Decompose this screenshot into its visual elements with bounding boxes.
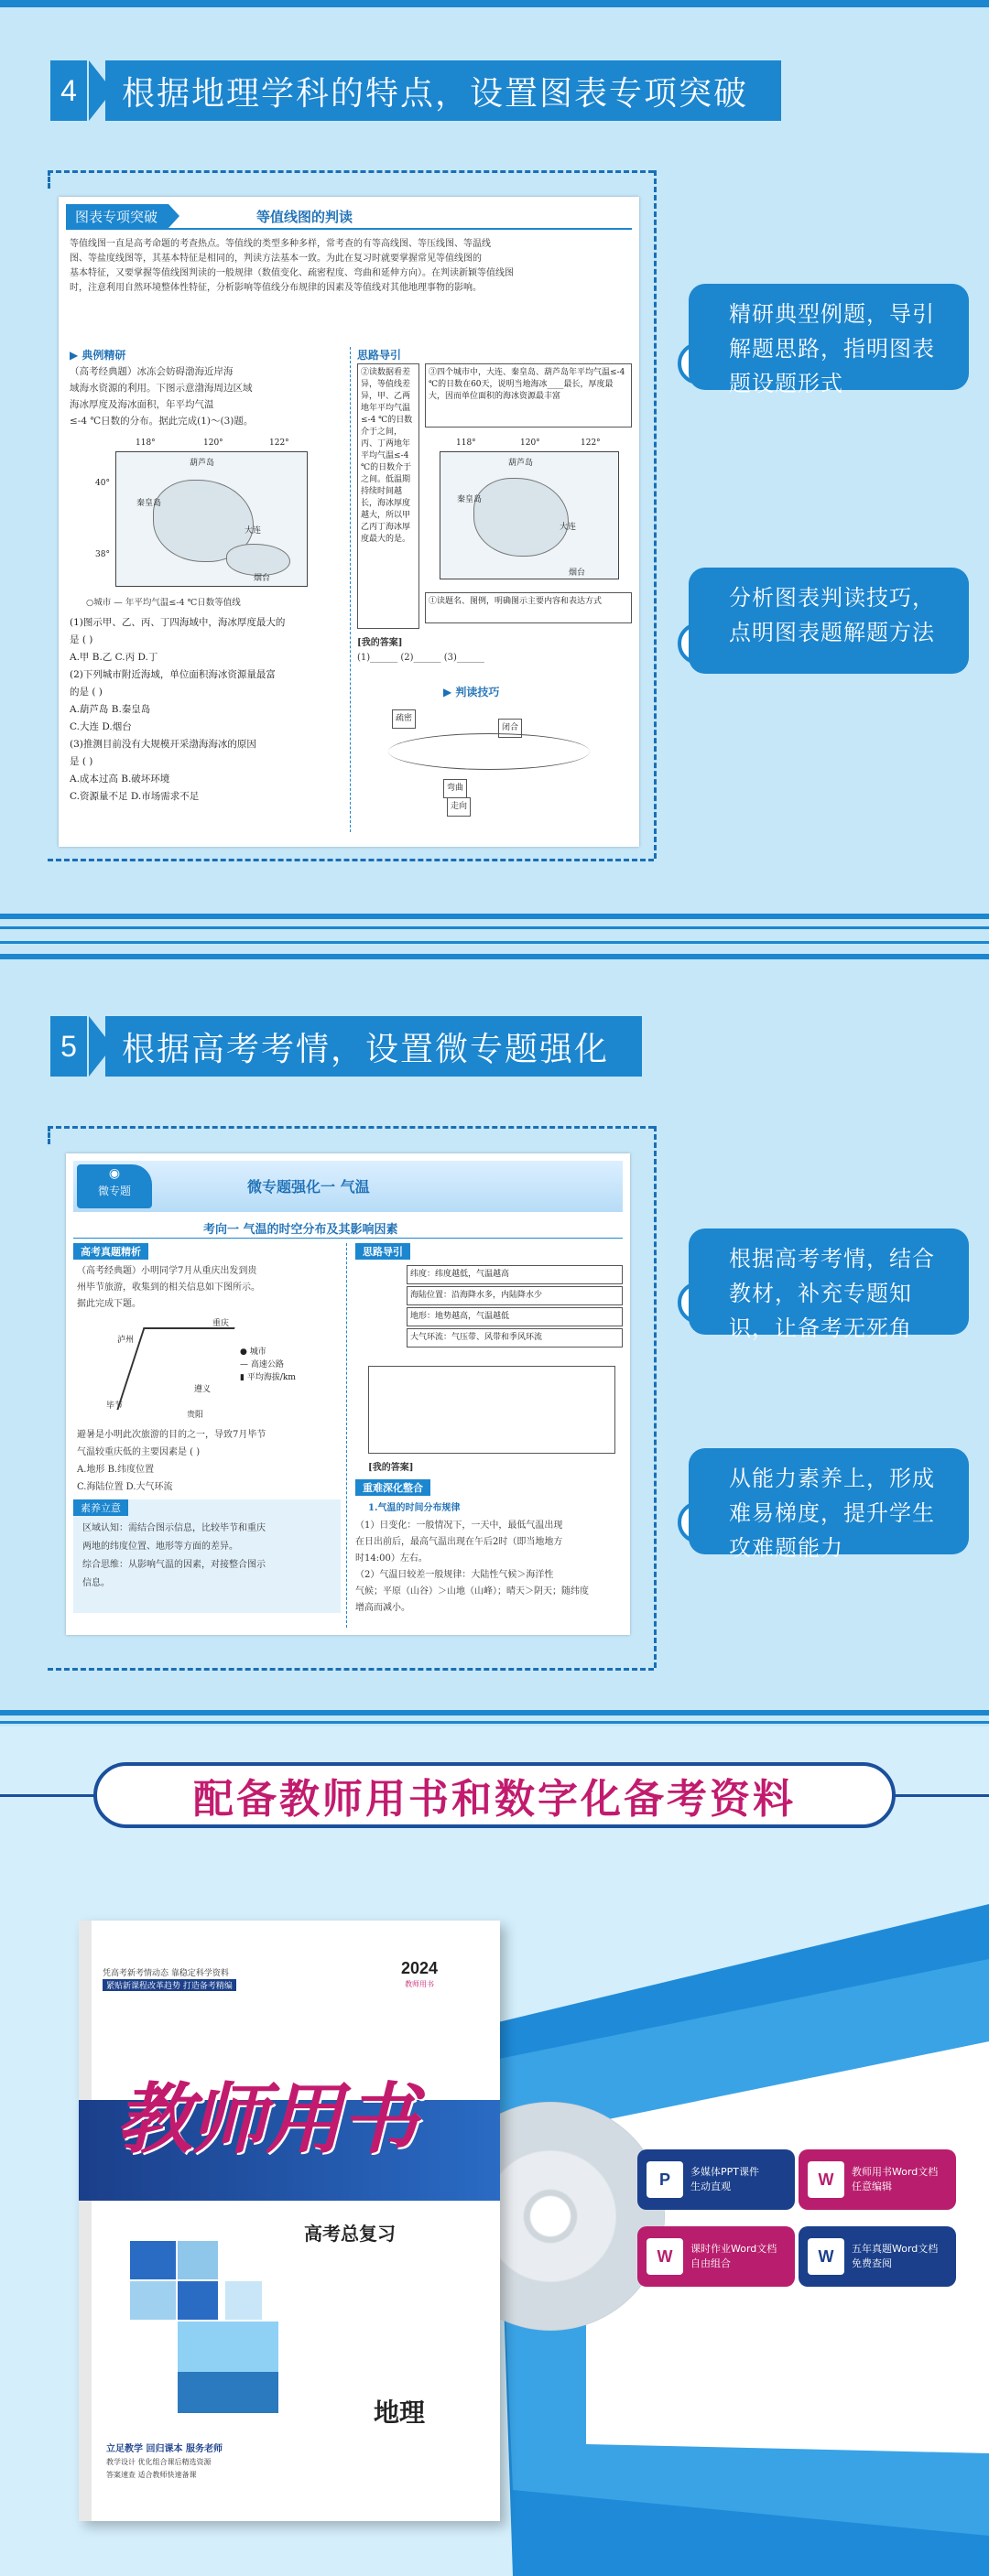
skill-diagram <box>388 706 599 816</box>
literacy-box <box>73 1499 341 1613</box>
section5-title: 根据高考考情，设置微专题强化 <box>105 1016 642 1077</box>
deep-line: （2）气温日较差一般规律：大陆性气候＞海洋性 <box>355 1570 554 1580</box>
exam-text <box>77 1263 342 1313</box>
page-topic: 等值线图的判读 <box>256 208 353 225</box>
map-city-label: 葫芦岛 <box>190 459 215 468</box>
map-city-label: 大连 <box>560 523 577 532</box>
feature-bubble-4: 从能力素养上，形成难易梯度，提升学生攻难题能力 <box>689 1448 969 1554</box>
exam-line: 气温较重庆低的主要因素是 ( ) <box>77 1447 201 1457</box>
hint-heading <box>357 347 401 363</box>
question-line: (2)下列城市附近海域，单位面积海冰资源量最富 <box>70 669 276 680</box>
resource-sublabel: 自由组合 <box>690 2257 731 2269</box>
map-land <box>473 478 569 557</box>
map-lat-label: 40° <box>95 479 110 488</box>
book-photo-tile <box>130 2241 176 2279</box>
section-divider-thin <box>0 941 989 944</box>
dashed-frame-left <box>48 1126 50 1144</box>
book-photo-tile <box>130 2281 176 2320</box>
dashed-frame-top <box>48 1126 654 1129</box>
section-divider-thin <box>0 926 989 929</box>
example-line: 海冰厚度及海冰面积，年平均气温 <box>70 399 214 410</box>
literacy-line: 综合思维：从影响气温的因素，对接整合图示 <box>82 1560 266 1570</box>
map-city-label: 烟台 <box>254 574 271 583</box>
section4-heading <box>50 60 781 121</box>
page-title-row <box>66 204 353 228</box>
word-icon: W <box>647 2238 683 2275</box>
book-footer-line: 立足教学 回归课本 服务老师 <box>106 2444 223 2454</box>
questions <box>70 614 344 806</box>
micro-header <box>73 1161 623 1212</box>
literacy-heading: 素养立意 <box>73 1499 128 1516</box>
dashed-frame-side <box>654 170 657 859</box>
route-map <box>103 1315 341 1424</box>
section5-number: 5 <box>50 1016 87 1077</box>
question-line: (1)图示甲、乙、丙、丁四海域中，海冰厚度最大的 <box>70 617 286 628</box>
answer-line: (1)______ (2)______ (3)______ <box>357 653 484 663</box>
feature-bubble-3: 根据高考考情，结合教材，补充专题知识，让备考无死角 <box>689 1228 969 1335</box>
map-city-label: 毕节 <box>106 1402 124 1411</box>
resource-sublabel: 任意编辑 <box>852 2181 892 2192</box>
deep-line: 增高而减小。 <box>355 1603 410 1613</box>
question-line: A.成本过高 B.破坏环境 <box>70 774 170 785</box>
book-photo <box>178 2322 278 2413</box>
hint-top-box: ③四个城市中，大连、秦皇岛、葫芦岛年平均气温≤-4 ℃的日数在60天，说明当地海冰____最长，厚度最大，因而单位面积的海冰资源最丰富 <box>425 363 632 428</box>
deep-heading <box>355 1479 430 1496</box>
column-divider <box>346 1243 347 1628</box>
book-footer-item: 答案速查 适合教师快速备课 <box>106 2471 197 2479</box>
book-photo-tile <box>178 2281 218 2320</box>
deep-line: 在日出前后，最高气温出现在午后2时（即当地地方 <box>355 1537 563 1547</box>
feature-bubble-1: 精研典型例题，导引解题思路，指明图表题设题形式 <box>689 284 969 390</box>
literacy-line: 区域认知：需结合图示信息，比较毕节和重庆 <box>82 1523 266 1533</box>
example-line: 域海水资源的利用。下图示意渤海周边区域 <box>70 383 253 394</box>
resource-label: 课时作业Word文档 <box>690 2243 777 2255</box>
answer-label: [我的答案] <box>357 638 403 648</box>
banner-text: 配备教师用书和数字化备考资料 <box>193 1776 796 1823</box>
section-divider <box>0 914 989 919</box>
ppt-icon: P <box>647 2161 683 2198</box>
deep-text <box>355 1518 623 1617</box>
bohai-map <box>95 438 324 590</box>
exam-line: C.海陆位置 D.大气环流 <box>77 1482 173 1492</box>
dashed-frame-bottom <box>48 1668 654 1671</box>
bohai-map-2 <box>425 438 632 585</box>
route-line <box>116 1327 234 1410</box>
intro-line: 图、等盐度线图等，其基本特征是相同的，判读方法基本一致。为此在复习时就要掌握常见等值线图的 <box>70 254 482 264</box>
map-lat-label: 38° <box>95 550 110 559</box>
book-spine <box>79 1921 92 2521</box>
literacy-text <box>82 1520 335 1593</box>
hint-heading <box>355 1243 410 1260</box>
skill-heading-text: 判读技巧 <box>455 686 500 698</box>
map-lon-label: 120° <box>203 438 223 448</box>
title-rule <box>66 228 632 230</box>
book-top-line: 凭高考新考情动态 靠稳定科学资料 <box>103 1969 229 1978</box>
book-subject: 地理 <box>374 2397 426 2428</box>
exam-line: 州毕节旅游，收集到的相关信息如下图所示。 <box>77 1283 260 1293</box>
chart-feature-page <box>59 197 639 847</box>
factor-row: 地形：地势越高，气温越低 <box>407 1307 623 1326</box>
question-line: A.甲 B.乙 C.丙 D.丁 <box>70 652 158 663</box>
factor-row: 海陆位置：沿海降水多，内陆降水少 <box>407 1286 623 1305</box>
book-year: 2024 <box>401 1959 439 1977</box>
micro-tag: 微专题 <box>97 1185 131 1197</box>
factor-table-2 <box>368 1366 615 1454</box>
exam-line: A.地形 B.纬度位置 <box>77 1465 155 1475</box>
intro-line: 时，注意利用自然环境整体性特征，分析影响等值线分布规律的因素及等值线对其他地理事物的影响。 <box>70 283 482 293</box>
section4-number: 4 <box>50 60 87 121</box>
intro-paragraph <box>70 237 632 296</box>
map-city-label: 烟台 <box>569 568 586 578</box>
deep-line: 气候；平原（山谷）＞山地（山峰）；晴天＞阴天；随纬度 <box>355 1586 589 1596</box>
question-line: 的是 ( ) <box>70 687 103 698</box>
question-line: C.大连 D.烟台 <box>70 721 132 732</box>
skill-label: 弯曲 <box>443 779 467 798</box>
example-line: （高考经典题）冰冻会妨碍渤海近岸海 <box>70 366 234 377</box>
resource-label: 五年真题Word文档 <box>852 2243 939 2255</box>
map-lon-label: 118° <box>136 438 156 448</box>
example-heading: ▶ 典例精研 <box>70 349 126 362</box>
map-lon-label: 122° <box>581 438 601 448</box>
hint-heading-text: 思路导引 <box>357 349 402 362</box>
section-divider <box>0 954 989 959</box>
banner-line-left <box>0 1794 95 1797</box>
micro-topic: 微专题强化一 气温 <box>247 1178 370 1196</box>
homework-word-resource-button[interactable] <box>637 2226 795 2287</box>
banner-line-right <box>894 1794 989 1797</box>
section4-title: 根据地理学科的特点，设置图表专项突破 <box>105 60 781 121</box>
factor-table <box>407 1265 623 1348</box>
question-line: C.资源量不足 D.市场需求不足 <box>70 791 200 802</box>
dashed-frame-bottom <box>48 859 654 861</box>
deep-title: 1.气温的时间分布规律 <box>368 1503 461 1513</box>
example-text <box>70 363 344 429</box>
micro-badge <box>77 1164 152 1208</box>
factor-row: 大气环流：气压带、风带和季风环流 <box>407 1328 623 1348</box>
map-city-label: 葫芦岛 <box>508 459 534 468</box>
book-big-title: 教师用书 <box>115 2073 417 2164</box>
skill-label: 走向 <box>447 797 471 817</box>
book-top-line: 紧贴新课程改革趋势 打造备考精编 <box>103 1979 236 1991</box>
map-caption: ○城市 — 年平均气温≤-4 ℃日数等值线 <box>86 598 241 608</box>
section5-heading <box>50 1016 642 1077</box>
contour-lines <box>388 733 590 770</box>
skill-label: 疏密 <box>392 709 416 729</box>
column-divider <box>350 347 351 832</box>
intro-line: 基本特征，又要掌握等值线图判读的一般规律（数值变化、疏密程度、弯曲和延伸方向）。在判读新颖等值线图 <box>70 268 514 278</box>
example-heading-text: 典例精研 <box>82 349 126 362</box>
book-photo-small <box>225 2281 262 2320</box>
dashed-frame-top <box>48 170 654 173</box>
map-legend: ● 城市 — 高速公路 ▮ 平均海拔/km <box>240 1348 296 1382</box>
literacy-line: 两地的纬度位置、地形等方面的差异。 <box>82 1542 238 1552</box>
micro-topic-page <box>66 1153 630 1635</box>
analysis-box: ①读题名、图例，明确图示主要内容和表达方式 <box>425 592 632 623</box>
book-footer-item: 教学设计 优化组合课后精选资源 <box>106 2458 212 2466</box>
teacher-word-resource-button[interactable] <box>799 2149 956 2210</box>
map-frame <box>440 451 619 579</box>
map-city-label: 泸州 <box>117 1336 135 1345</box>
legend-road: 高速公路 <box>250 1360 284 1369</box>
dashed-frame-left <box>48 170 50 189</box>
skill-heading: ▶ 判读技巧 <box>443 686 500 698</box>
legend-city: 城市 <box>249 1348 266 1357</box>
book-photo-tile <box>178 2241 218 2279</box>
map-city-label: 秦皇岛 <box>457 495 483 504</box>
book-subtitle: 高考总复习 <box>304 2223 396 2245</box>
exam-word-resource-button[interactable] <box>799 2226 956 2287</box>
map-city-label: 遵义 <box>194 1385 212 1394</box>
factor-row: 纬度：纬度越低，气温越高 <box>407 1265 623 1284</box>
globe-icon: ◉ <box>108 1166 121 1181</box>
word-icon: W <box>808 2238 844 2275</box>
resource-label: 多媒体PPT课件 <box>690 2166 759 2178</box>
book-year-sub: 教师用书 <box>405 1980 434 1988</box>
page-tag: 图表专项突破 <box>66 204 168 229</box>
map-city-label: 贵阳 <box>187 1411 204 1420</box>
map-city-label: 大连 <box>245 526 262 536</box>
skill-label: 闭合 <box>498 719 522 738</box>
map-lon-label: 120° <box>520 438 540 448</box>
question-line: 是 ( ) <box>70 634 93 645</box>
section-divider <box>0 1710 989 1716</box>
feature-bubble-2: 分析图表判读技巧，点明图表题解题方法 <box>689 568 969 674</box>
literacy-line: 信息。 <box>82 1578 110 1588</box>
dashed-frame-side <box>654 1126 657 1668</box>
exam-heading-text: 高考真题精析 <box>81 1246 141 1258</box>
word-icon: W <box>808 2161 844 2198</box>
resource-sublabel: 生动直观 <box>690 2181 731 2192</box>
tag-arrow-icon <box>168 204 179 228</box>
exam-line: （高考经典题）小明同学7月从重庆出发到贵 <box>77 1266 257 1276</box>
ppt-resource-button[interactable] <box>637 2149 795 2210</box>
map-city-label: 重庆 <box>212 1319 230 1328</box>
teacher-resources-banner <box>93 1762 896 1828</box>
example-line: ≤-4 ℃日数的分布。据此完成(1)～(3)题。 <box>70 416 254 427</box>
teacher-book <box>79 1921 500 2521</box>
map-lon-label: 118° <box>456 438 476 448</box>
deep-line: （1）日变化：一般情况下，一天中，最低气温出现 <box>355 1521 563 1531</box>
map-city-label: 秦皇岛 <box>136 499 162 508</box>
map-lon-label: 122° <box>269 438 289 448</box>
hint-heading-text: 思路导引 <box>363 1246 403 1258</box>
exam-line: 避暑是小明此次旅游的目的之一，导致7月毕节 <box>77 1430 266 1440</box>
section-divider-thin <box>0 1721 989 1724</box>
deep-line: 时14:00）左右。 <box>355 1553 428 1564</box>
deep-heading-text: 重难深化整合 <box>363 1482 423 1494</box>
question-line: A.葫芦岛 B.秦皇岛 <box>70 704 151 715</box>
top-stripe <box>0 0 989 7</box>
micro-subtopic: 考向一 气温的时空分布及其影响因素 <box>203 1223 398 1237</box>
intro-line: 等值线图一直是高考命题的考查热点。等值线的类型多种多样，常考查的有等高线图、等压线图、等温线 <box>70 239 491 249</box>
question-line: (3)推测目前没有大规模开采渤海海冰的原因 <box>70 739 256 750</box>
resource-sublabel: 免费查阅 <box>852 2257 892 2269</box>
exam-line: 据此完成下题。 <box>77 1299 141 1309</box>
exam-question <box>77 1426 342 1496</box>
question-line: 是 ( ) <box>70 756 93 767</box>
exam-heading <box>73 1243 148 1260</box>
map-frame <box>115 451 308 587</box>
answer-label: [我的答案] <box>368 1463 414 1473</box>
hint-side-box: ②读数据看差异，等值线差异，甲、乙两地年平均气温≤-4 ℃的日数介于之间，丙、丁两地年平均气温≤-4 ℃的日数介于之间。低温期持续时间越长，海冰厚度越大，所以甲乙丙丁海冰厚度最大的是。 <box>357 363 419 629</box>
micro-rule <box>73 1238 623 1239</box>
resource-label: 教师用书Word文档 <box>852 2166 939 2178</box>
legend-altitude: 平均海拔/km <box>246 1373 296 1382</box>
